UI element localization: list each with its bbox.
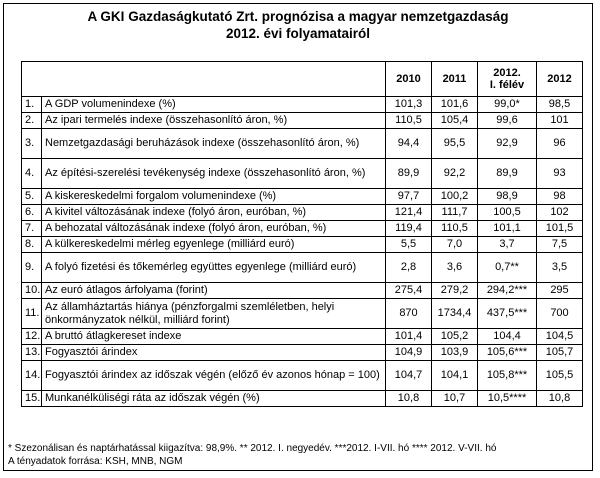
- cell-value: 105,8***: [478, 361, 537, 391]
- cell-value: 98: [537, 189, 583, 205]
- table-row: [22, 97, 583, 113]
- row-label: A folyó fizetési és tőkemérleg együttes egyenlege (milliárd euró): [42, 253, 386, 283]
- header-2012-h1-half: I. félév: [489, 79, 525, 91]
- table-row: [22, 361, 583, 391]
- cell-value: 275,4: [386, 283, 432, 299]
- cell-value: 10,5****: [478, 391, 537, 407]
- cell-value: 3,6: [432, 253, 478, 283]
- row-label: Fogyasztói árindex az időszak végén (előző év azonos hónap = 100): [42, 361, 386, 391]
- header-2010: 2010: [386, 62, 432, 97]
- row-label: A külkereskedelmi mérleg egyenlege (milliárd euró): [42, 237, 386, 253]
- row-label: Az építési-szerelési tevékenység indexe (összehasonlító áron, %): [42, 159, 386, 189]
- cell-value: 1734,4: [432, 299, 478, 329]
- cell-value: 95,5: [432, 129, 478, 159]
- cell-value: 98,9: [478, 189, 537, 205]
- cell-value: 97,7: [386, 189, 432, 205]
- table-row: [22, 299, 583, 329]
- cell-value: 100,2: [432, 189, 478, 205]
- header-2012: 2012: [537, 62, 583, 97]
- cell-value: 101,4: [386, 329, 432, 345]
- row-number: 15.: [22, 391, 42, 407]
- cell-value: 104,4: [478, 329, 537, 345]
- row-label: Az ipari termelés indexe (összehasonlító áron, %): [42, 113, 386, 129]
- cell-value: 700: [537, 299, 583, 329]
- cell-value: 119,4: [386, 221, 432, 237]
- cell-value: 92,9: [478, 129, 537, 159]
- cell-value: 10,8: [537, 391, 583, 407]
- cell-value: 89,9: [478, 159, 537, 189]
- cell-value: 104,7: [386, 361, 432, 391]
- cell-value: 105,6***: [478, 345, 537, 361]
- cell-value: 99,6: [478, 113, 537, 129]
- table-row: [22, 253, 583, 283]
- table-row: [22, 113, 583, 129]
- row-number: 1.: [22, 97, 42, 113]
- row-number: 7.: [22, 221, 42, 237]
- table-row: [22, 391, 583, 407]
- row-label: A bruttó átlagkereset indexe: [42, 329, 386, 345]
- cell-value: 96: [537, 129, 583, 159]
- row-number: 9.: [22, 253, 42, 283]
- row-label: A GDP volumenindexe (%): [42, 97, 386, 113]
- row-number: 6.: [22, 205, 42, 221]
- header-2012-h1: [478, 62, 537, 97]
- table-row: [22, 189, 583, 205]
- table-row: [22, 221, 583, 237]
- cell-value: 93: [537, 159, 583, 189]
- cell-value: 437,5***: [478, 299, 537, 329]
- row-label: A behozatal változásának indexe (folyó áron, euróban, %): [42, 221, 386, 237]
- cell-value: 101,3: [386, 97, 432, 113]
- cell-value: 105,4: [432, 113, 478, 129]
- row-number: 4.: [22, 159, 42, 189]
- cell-value: 111,7: [432, 205, 478, 221]
- header-blank: [22, 62, 386, 97]
- cell-value: 105,2: [432, 329, 478, 345]
- cell-value: 105,5: [537, 361, 583, 391]
- table-row: [22, 329, 583, 345]
- row-label: Nemzetgazdasági beruházások indexe (összehasonlító áron, %): [42, 129, 386, 159]
- title-line-1: A GKI Gazdaságkutató Zrt. prognózisa a magyar nemzetgazdaság: [87, 9, 509, 24]
- row-number: 11.: [22, 299, 42, 329]
- row-number: 2.: [22, 113, 42, 129]
- cell-value: 110,5: [432, 221, 478, 237]
- row-label: A kiskereskedelmi forgalom volumenindexe (%): [42, 189, 386, 205]
- table-row: [22, 283, 583, 299]
- cell-value: 101,6: [432, 97, 478, 113]
- cell-value: 0,7**: [478, 253, 537, 283]
- cell-value: 3,7: [478, 237, 537, 253]
- cell-value: 100,5: [478, 205, 537, 221]
- cell-value: 5,5: [386, 237, 432, 253]
- table-row: [22, 205, 583, 221]
- row-label: Munkanélküliségi ráta az időszak végén (%): [42, 391, 386, 407]
- row-number: 12.: [22, 329, 42, 345]
- cell-value: 104,5: [537, 329, 583, 345]
- cell-value: 10,8: [386, 391, 432, 407]
- cell-value: 104,1: [432, 361, 478, 391]
- cell-value: 2,8: [386, 253, 432, 283]
- cell-value: 10,7: [432, 391, 478, 407]
- row-label: Az államháztartás hiánya (pénzforgalmi szemléletben, helyi önkormányzatok nélkül, milliárd forint): [42, 299, 386, 329]
- cell-value: 870: [386, 299, 432, 329]
- figure-frame: [3, 3, 593, 471]
- cell-value: 110,5: [386, 113, 432, 129]
- header-2011: 2011: [432, 62, 478, 97]
- source-note: A tényadatok forrása: KSH, MNB, NGM: [8, 456, 183, 467]
- cell-value: 3,5: [537, 253, 583, 283]
- notes: [8, 442, 496, 468]
- cell-value: 92,2: [432, 159, 478, 189]
- cell-value: 121,4: [386, 205, 432, 221]
- row-number: 13.: [22, 345, 42, 361]
- cell-value: 105,7: [537, 345, 583, 361]
- row-number: 5.: [22, 189, 42, 205]
- header-row: [22, 62, 583, 97]
- cell-value: 89,9: [386, 159, 432, 189]
- row-number: 3.: [22, 129, 42, 159]
- forecast-table: [21, 61, 583, 407]
- row-number: 8.: [22, 237, 42, 253]
- footnote: * Szezonálisan és naptárhatással kiigazítva: 98,9%. ** 2012. I. negyedév. ***2012. I-VII. hó **** 2012. V-VII. hó: [8, 443, 497, 454]
- cell-value: 279,2: [432, 283, 478, 299]
- row-label: Fogyasztói árindex: [42, 345, 386, 361]
- cell-value: 104,9: [386, 345, 432, 361]
- row-number: 10.: [22, 283, 42, 299]
- cell-value: 99,0*: [478, 97, 537, 113]
- header-2012-h1-year: 2012.: [493, 67, 521, 79]
- cell-value: 101,1: [478, 221, 537, 237]
- cell-value: 94,4: [386, 129, 432, 159]
- table-row: [22, 159, 583, 189]
- table-row: [22, 129, 583, 159]
- cell-value: 294,2***: [478, 283, 537, 299]
- title-line-2: 2012. évi folyamatairól: [225, 26, 371, 41]
- cell-value: 295: [537, 283, 583, 299]
- row-label: A kivitel változásának indexe (folyó áron, euróban, %): [42, 205, 386, 221]
- cell-value: 103,9: [432, 345, 478, 361]
- cell-value: 101,5: [537, 221, 583, 237]
- row-label: Az euró átlagos árfolyama (forint): [42, 283, 386, 299]
- cell-value: 98,5: [537, 97, 583, 113]
- table-row: [22, 345, 583, 361]
- row-number: 14.: [22, 361, 42, 391]
- cell-value: 101: [537, 113, 583, 129]
- cell-value: 7,5: [537, 237, 583, 253]
- table-row: [22, 237, 583, 253]
- cell-value: 7,0: [432, 237, 478, 253]
- cell-value: 102: [537, 205, 583, 221]
